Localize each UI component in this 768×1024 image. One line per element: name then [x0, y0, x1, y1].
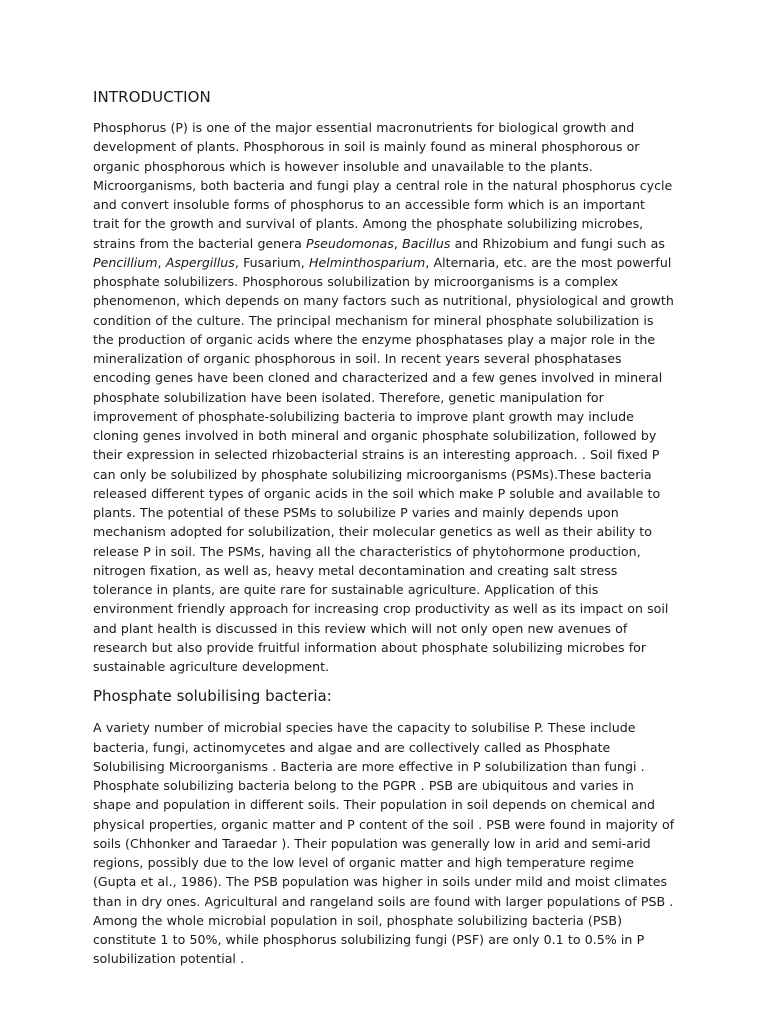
genus-helminthosparium: Helminthosparium	[309, 254, 426, 270]
introduction-heading: INTRODUCTION	[93, 88, 211, 106]
genus-pseudomonas: Pseudomonas	[306, 235, 394, 251]
genus-pencillium: Pencillium	[93, 254, 158, 270]
genus-aspergillus: Aspergillus	[165, 254, 235, 270]
psb-heading: Phosphate solubilising bacteria:	[93, 687, 332, 706]
psb-paragraph: A variety number of microbial species have the capacity to solubilise P. These include bacteria, fungi, actinomycetes and algae and are collectively called as Phosphate Solubilising Microorganisms . Bacteria are more effective in P solubilization than fungi . Phosphate solubilizing bacteria belong to the PGPR . PSB are ubiquitous and varies in shape and population in different soils. Their population in soil depends on chemical and physical properties, organic matter and P content of the soil . PSB were found in majority of soils (Chhonker and Taraedar ). Their population was generally low in arid and semi-arid regions, possibly due to the low level of organic matter and high temperature regime (Gupta et al., 1986). The PSB population was higher in soils under mild and moist climates than in dry ones. Agricultural and rangeland soils are found with larger populations of PSB . Among the whole microbial population in soil, phosphate solubilizing bacteria (PSB) constitute 1 to 50%, while phosphorus solubilizing fungi (PSF) are only 0.1 to 0.5% in P solubilization potential .	[93, 720, 675, 967]
intro-sep-1: ,	[393, 235, 403, 251]
introduction-paragraph	[93, 118, 675, 676]
genus-bacillus: Bacillus	[402, 235, 451, 251]
intro-text-4: , Alternaria, etc. are the most powerful phosphate solubilizers. Phosphorous solubilization by microorganisms is a complex phenomenon, which depends on many factors such as nutritional, physiological and growth condition of the culture. The principal mechanism for mineral phosphate solubilization is the production of organic acids where the enzyme phosphatases play a major role in the mineralization of organic phosphorous in soil. In recent years several phosphatases encoding genes have been cloned and characterized and a few genes involved in mineral phosphate solubilization have been isolated. Therefore, genetic manipulation for improvement of phosphate-solubilizing bacteria to improve plant growth may include cloning genes involved in both mineral and organic phosphate solubilization, followed by their expression in selected rhizobacterial strains is an interesting approach. . Soil fixed P can only be solubilized by phosphate solubilizing microorganisms (PSMs).These bacteria released different types of organic acids in the soil which make P soluble and available to plants. The potential of these PSMs to solubilize P varies and mainly depends upon mechanism adopted for solubilization, their molecular genetics as well as their ability to release P in soil. The PSMs, having all the characteristics of phytohormone production, nitrogen fixation, as well as, heavy metal decontamination and creating salt stress tolerance in plants, are quite rare for sustainable agriculture. Application of this environment friendly approach for increasing crop productivity as well as its impact on soil and plant health is discussed in this review which will not only open new avenues of research but also provide fruitful information about phosphate solubilizing microbes for sustainable agriculture development.	[93, 254, 674, 674]
intro-sep-2: ,	[157, 254, 166, 270]
document-page	[93, 86, 675, 969]
intro-text-1: Phosphorus (P) is one of the major essential macronutrients for biological growth and development of plants. Phosphorous in soil is mainly found as mineral phosphorous or organic phosphorous which is however insoluble and unavailable to the plants. Microorganisms, both bacteria and fungi play a central role in the natural phosphorus cycle and convert insoluble forms of phosphorus to an accessible form which is an important trait for the growth and survival of plants. Among the phosphate solubilizing microbes, strains from the bacterial genera	[93, 120, 673, 251]
intro-text-3: , Fusarium,	[234, 254, 310, 270]
intro-text-2: and Rhizobium and fungi such as	[450, 235, 665, 251]
